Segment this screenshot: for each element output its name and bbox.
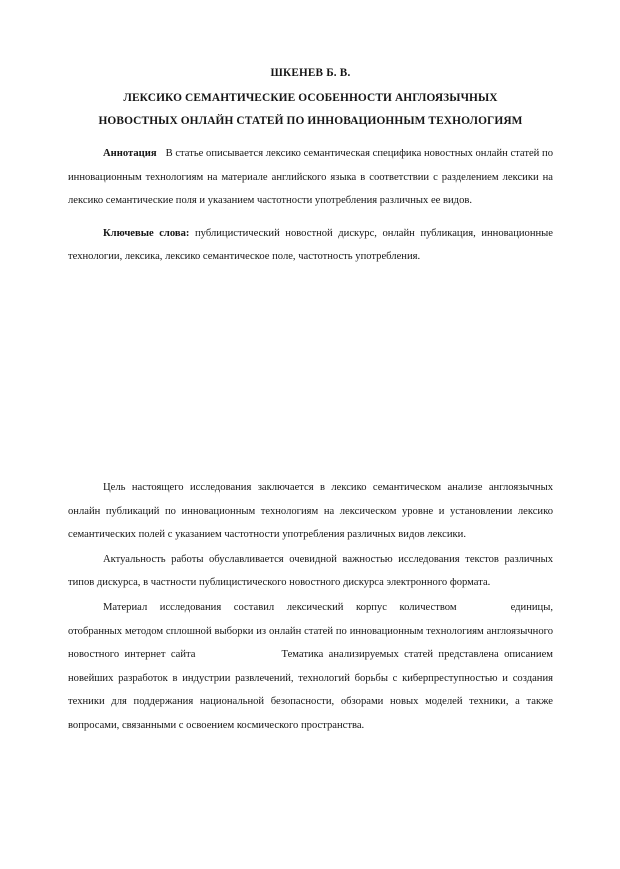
paragraph-aim: Цель настоящего исследования заключается в лексико семантическом анализе англоязычных онлайн публикаций по инновационным технологиям на лексическом уровне и установлении лексико семантических полей с указанием частотности употребления различных видов лексики. <box>68 481 553 541</box>
keywords-paragraph <box>68 222 553 269</box>
blank-region <box>68 269 553 476</box>
page-content <box>68 0 553 738</box>
abstract-paragraph <box>68 142 553 213</box>
material-text-part-1: Материал исследования составил лексический корпус количеством <box>103 601 457 613</box>
paragraph-material <box>68 596 553 738</box>
article-title-line-2: НОВОСТНЫХ ОНЛАЙН СТАТЕЙ ПО ИННОВАЦИОННЫМ ТЕХНОЛОГИЯМ <box>98 115 523 127</box>
article-title-line-1: ЛЕКСИКО СЕМАНТИЧЕСКИЕ ОСОБЕННОСТИ АНГЛОЯЗЫЧНЫХ <box>123 92 498 104</box>
keywords-text: публицистический новостной дискурс, онлайн публикация, инновационные технологии, лексика, лексико семантическое поле, частотность употребления. <box>68 227 554 263</box>
paragraph-relevance: Актуальность работы обуславливается очевидной важностью исследования текстов различных типов дискурса, в частности публицистического новостного дискурса электронного формата. <box>68 553 553 589</box>
abstract-label: Аннотация <box>103 148 157 159</box>
body-text <box>68 476 553 738</box>
keywords-label: Ключевые слова: <box>103 227 190 239</box>
material-text-part-2: единицы, отобранных методом сплошной выборки из онлайн статей по инновационным технологиям англоязычного новостного интернет сайта <box>68 601 553 661</box>
material-text-part-3: Тематика анализируемых статей представлена описанием новейших разработок в индустрии развлечений, технологий борьбы с киберпреступностью и создания техники для поддержания национальной безопасности, обзорами новых моделей техники, а также вопросами, связанными с освоением космического пространства. <box>68 649 553 731</box>
abstract-text: В статье описывается лексико семантическая специфика новостных онлайн статей по инновационным технологиям на материале английского языка в соответствии с разделением лексики на лексико семантические поля и указанием частотности употребления различных ее видов. <box>68 148 553 207</box>
author-name: ШКЕНЕВ Б. В. <box>270 67 351 79</box>
